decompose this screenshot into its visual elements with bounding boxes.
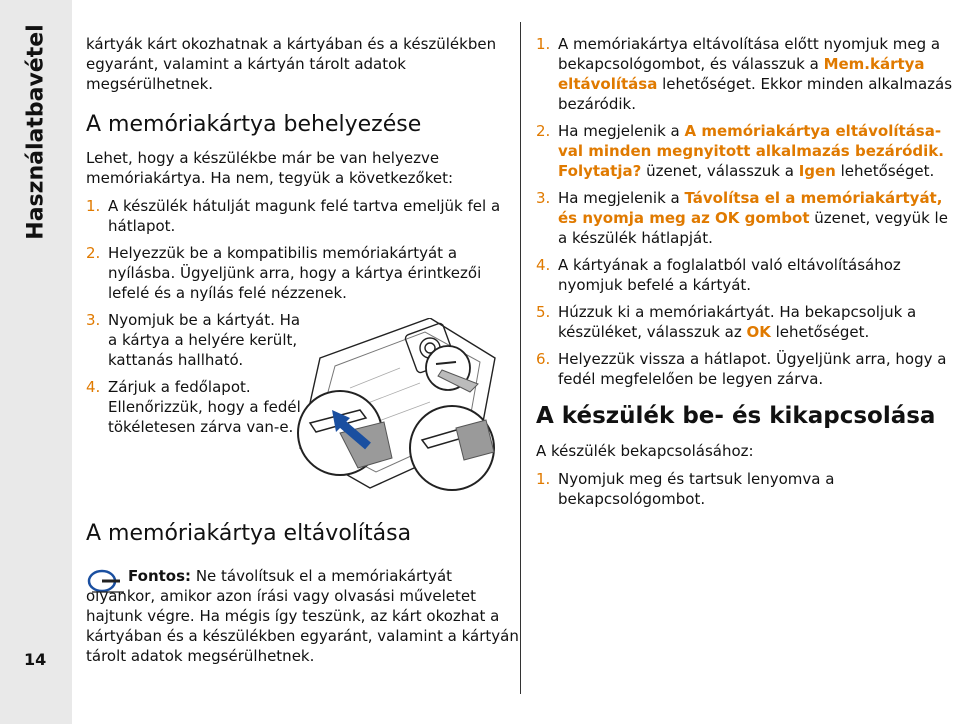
step-number: 3.: [536, 189, 551, 207]
step-number: 6.: [536, 350, 551, 368]
step-text: üzenet, válasszuk a: [641, 162, 799, 180]
intro-paragraph: kártyák kárt okozhatnak a kártyában és a készülékben egyaránt, valamint a kártyán tárolt adatok megsérülhetnek.: [86, 35, 497, 93]
list-item: [536, 255, 956, 295]
remove-steps: [536, 34, 956, 389]
important-label: Fontos:: [128, 567, 192, 585]
list-item: [536, 34, 956, 114]
step-number: 4.: [86, 378, 101, 396]
step-text: Ha megjelenik a: [558, 189, 685, 207]
list-item: [536, 302, 956, 342]
remove-heading: A memóriakártya eltávolítása: [86, 521, 412, 546]
step-text: Zárjuk a fedőlapot. Ellenőrizzük, hogy a fedél tökéletesen zárva van-e.: [108, 378, 301, 436]
section-title: Használatbavétel: [23, 24, 49, 240]
step-number: 2.: [86, 244, 101, 262]
step-text: Helyezzük vissza a hátlapot. Ügyeljünk arra, hogy a fedél megfelelően be legyen zárva.: [558, 350, 947, 388]
step-text: lehetőséget.: [770, 323, 870, 341]
step-text: lehetőséget.: [835, 162, 935, 180]
step-number: 1.: [86, 197, 101, 215]
step-text: A kártyának a foglalatból való eltávolításához nyomjuk befelé a kártyát.: [558, 256, 901, 294]
right-column: [536, 34, 956, 516]
list-item: [86, 196, 516, 236]
onoff-heading: A készülék be- és kikapcsolása: [536, 403, 936, 429]
option-label: OK: [746, 323, 771, 341]
message-text: Távolítsa el a memóriakártyát, és nyomja meg az OK gombot: [558, 189, 943, 227]
step-text: Nyomjuk be a kártyát. Ha a kártya a helyére került, kattanás hallható.: [108, 311, 301, 369]
onoff-steps: [536, 469, 956, 509]
insert-intro: Lehet, hogy a készülékbe már be van helyezve memóriakártya. Ha nem, tegyük a következőket:: [86, 149, 454, 187]
important-note: [86, 566, 520, 666]
onoff-intro: A készülék bekapcsolásához:: [536, 442, 754, 460]
menu-option-label: Mem.kártya eltávolítása: [558, 55, 925, 93]
step-text: Helyezzük be a kompatibilis memóriakártyát a nyílásba. Ügyeljünk arra, hogy a kártya érintkezői lefelé és a nyílás felé nézzenek.: [108, 244, 482, 302]
important-icon: [86, 566, 126, 594]
important-first-line: Ne távolítsuk el a memóriakártyát: [195, 567, 453, 585]
option-label: Igen: [798, 162, 836, 180]
list-item: [86, 243, 516, 303]
step-number: 1.: [536, 470, 551, 488]
step-number: 2.: [536, 122, 551, 140]
list-item: [536, 121, 956, 181]
memory-card-illustration: [280, 318, 520, 508]
list-item: [86, 377, 308, 437]
column-divider: [520, 22, 521, 694]
step-number: 5.: [536, 303, 551, 321]
step-text: lehetőséget. Ekkor minden alkalmazás bezáródik.: [558, 75, 953, 113]
insert-heading: A memóriakártya behelyezése: [86, 112, 422, 137]
message-text: A memóriakártya eltávolításaval minden megnyitott alkalmazás bezáródik. Folytatja?: [558, 122, 944, 180]
step-number: 1.: [536, 35, 551, 53]
page-number: 14: [24, 650, 47, 669]
important-body: olyankor, amikor azon írási vagy olvasási műveletet hajtunk végre. Ha mégis így teszünk, az kárt okozhat a kártyában és a készülékben egyaránt, valamint a kártyán tárolt adatok megsérülhetnek.: [86, 587, 519, 665]
list-item: [86, 310, 308, 370]
list-item: [536, 349, 956, 389]
step-text: A memóriakártya eltávolítása előtt nyomjuk meg a bekapcsológombot, és válasszuk a: [558, 35, 941, 73]
step-text: Húzzuk ki a memóriakártyát. Ha bekapcsoljuk a készüléket, válasszuk az: [558, 303, 917, 341]
step-number: 4.: [536, 256, 551, 274]
step-text: A készülék hátulját magunk felé tartva emeljük fel a hátlapot.: [108, 197, 501, 235]
sidebar: [0, 0, 72, 724]
step-text: Ha megjelenik a: [558, 122, 685, 140]
step-text: üzenet, vegyük le a készülék hátlapját.: [558, 209, 948, 247]
step-text: Nyomjuk meg és tartsuk lenyomva a bekapcsológombot.: [558, 470, 835, 508]
list-item: [536, 188, 956, 248]
step-number: 3.: [86, 311, 101, 329]
list-item: [536, 469, 956, 509]
